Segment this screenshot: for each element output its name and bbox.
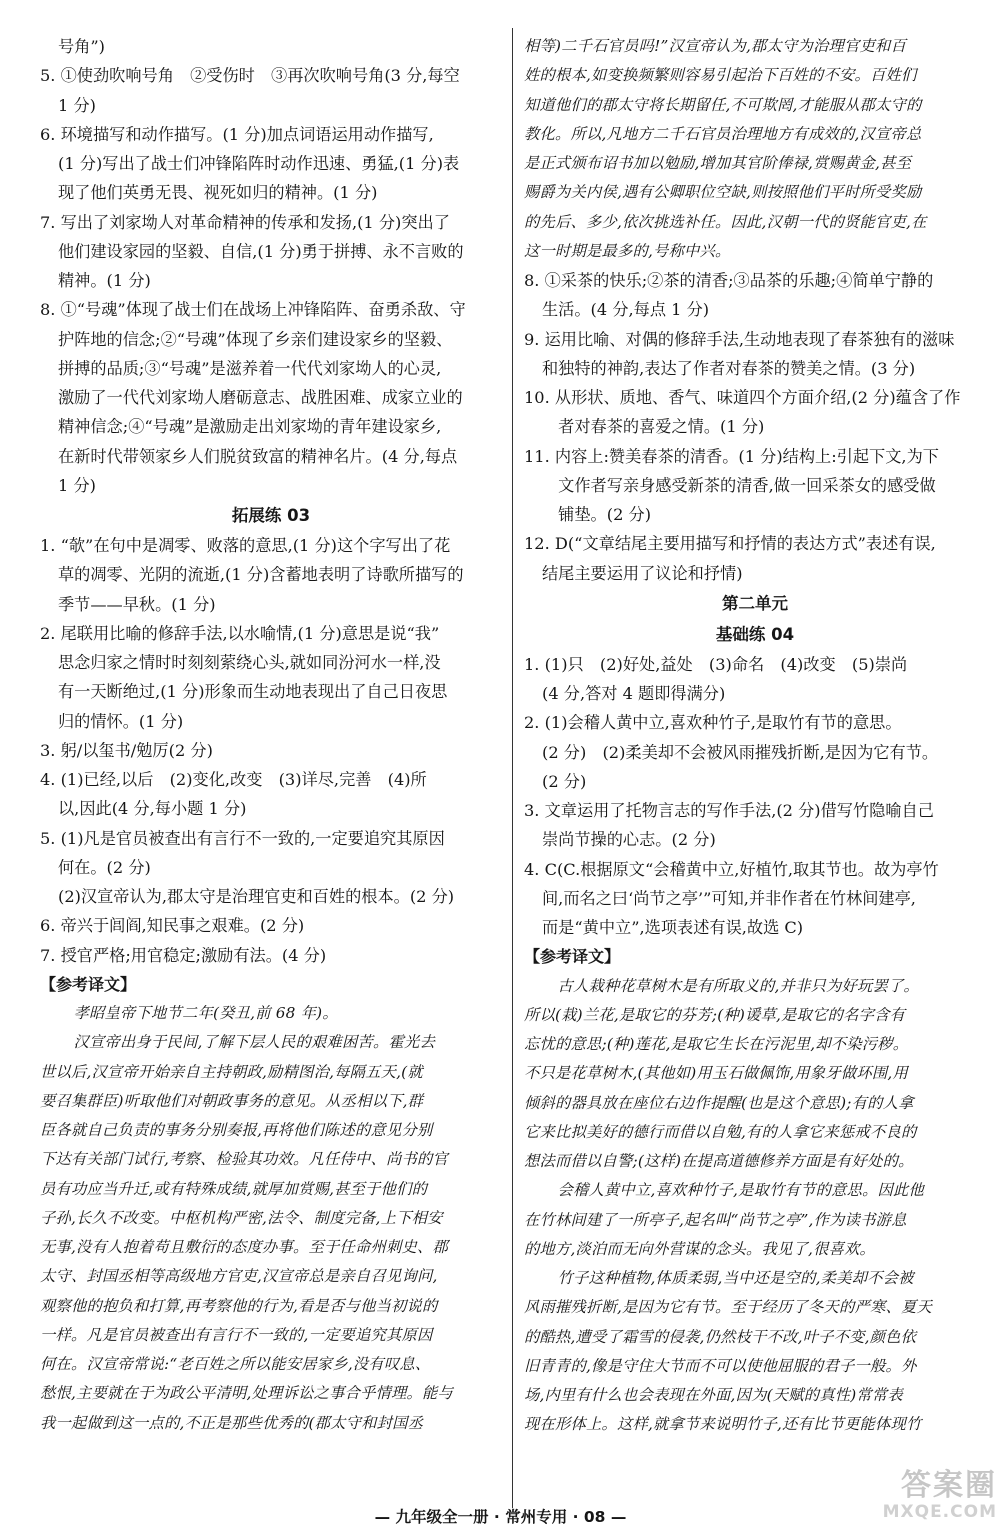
answer-line: 现了他们英勇无畏、视死如归的精神。(1 分) — [58, 183, 378, 203]
translation-line: 场,内里有什么也会表现在外面,因为(天赋的真性)常常表 — [524, 1386, 903, 1404]
translation-line: 观察他的抱负和打算,再考察他的行为,看是否与他当初说的 — [40, 1296, 438, 1315]
translation-line: 不只是花草树木,(其他如)用玉石做佩饰,用象牙做环围,用 — [524, 1064, 908, 1083]
translation-line: 所以(栽)兰花,是取它的芬芳;(种)谖草,是取它的名字含有 — [524, 1005, 906, 1024]
answer-line: (4 分,答对 4 题即得满分) — [542, 684, 726, 703]
answer-line: 铺垫。(2 分) — [542, 505, 652, 524]
answer-line: 间,而名之曰‘尚节之亭’”可知,并非作者在竹林间建亭, — [542, 888, 916, 908]
answer-line: (1 分)写出了战士们冲锋陷阵时动作迅速、勇猛,(1 分)表 — [58, 154, 460, 173]
answer-line: 者对春茶的喜爱之情。(1 分) — [542, 417, 765, 437]
answer-line: 4. C(C.根据原文“会稽黄中立,好植竹,取其节也。故为亭竹 — [524, 859, 939, 879]
translation-line: 忘忧的意思;(种)莲花,是取它生长在污泥里,却不染污秽。 — [524, 1035, 909, 1053]
translation-line: 想法而借以自警;(这样)在提高道德修养方面是有好处的。 — [524, 1152, 914, 1170]
translation-line: 一样。凡是官员被查出有言行不一致的,一定要追究其原因 — [40, 1325, 433, 1344]
translation-line: 姓的根本,如变换频繁则容易引起治下百姓的不安。百姓们 — [524, 66, 917, 85]
answer-line: (2)汉宣帝认为,郡太守是治理官吏和百姓的根本。(2 分) — [58, 887, 455, 906]
translation-line: 这一时期是最多的,号称中兴。 — [524, 241, 731, 260]
answer-line: 1 分) — [58, 95, 96, 115]
right-column — [524, 32, 986, 1440]
column-divider — [512, 28, 513, 1508]
answer-line: 归的情怀。(1 分) — [58, 711, 184, 731]
translation-line: 教化。所以,凡地方二千石官员治理地方有成效的,汉宣帝总 — [524, 124, 922, 143]
translation-line: 孝昭皇帝下地节二年(癸丑,前 68 年)。 — [58, 1004, 338, 1022]
answer-line: 5. (1)凡是官员被查出有言行不一致的,一定要追究其原因 — [40, 828, 445, 848]
watermark-title: 答案圈 — [901, 1468, 997, 1503]
translation-line: 愁恨,主要就在于为政公平清明,处理诉讼之事合乎情理。能与 — [40, 1384, 454, 1403]
answer-line: 1 分) — [58, 475, 96, 495]
answer-line: 12. D(“文章结尾主要用描写和抒情的表达方式”表述有误, — [524, 534, 936, 554]
answer-line: (2 分) — [542, 771, 587, 791]
translation-line: 世以后,汉宣帝开始亲自主持朝政,励精图治,每隔五天,(就 — [40, 1062, 423, 1081]
translation-line: 现在形体上。这样,就拿节来说明竹子,还有比节更能体现竹 — [524, 1415, 922, 1434]
answer-line: 9. 运用比喻、对偶的修辞手法,生动地表现了春茶独有的滋味 — [524, 329, 955, 349]
answer-line: 2. (1)会稽人黄中立,喜欢种竹子,是取竹有节的意思。 — [524, 713, 902, 733]
answer-line: 以,因此(4 分,每小题 1 分) — [58, 799, 247, 819]
translation-line: 下达有关部门试行,考察、检验其功效。凡任侍中、尚书的官 — [40, 1150, 448, 1169]
translation-line: 知道他们的郡太守将长期留任,不可欺罔,才能服从郡太守的 — [524, 95, 922, 114]
answer-line: (2 分) (2)柔美却不会被风雨摧残折断,是因为它有节。 — [542, 742, 939, 762]
answer-line: 2. 尾联用比喻的修辞手法,以水喻情,(1 分)意思是说“我” — [40, 623, 440, 643]
answer-line: 3. 文章运用了托物言志的写作手法,(2 分)借写竹隐喻自己 — [524, 801, 934, 820]
translation-line: 相等)二千石官员吗!”汉宣帝认为,郡太守为治理官吏和百 — [524, 37, 907, 55]
answer-line: 结尾主要运用了议论和抒情) — [542, 563, 743, 583]
translation-line: 的先后、多少,依次挑选补任。因此,汉朝一代的贤能官吏,在 — [524, 212, 927, 231]
translation-line: 古人栽种花草树木是有所取义的,并非只为好玩罢了。 — [542, 976, 919, 995]
reference-translation-label: 【参考译文】 — [40, 974, 137, 994]
answer-line: 护阵地的信念;②“号魂”体现了乡亲们建设家乡的坚毅、 — [58, 329, 453, 349]
answer-line: 草的凋零、光阴的流逝,(1 分)含蓄地表明了诗歌所描写的 — [58, 565, 464, 585]
translation-line: 臣各就自己负责的事务分别奏报,再将他们陈述的意见分别 — [40, 1121, 433, 1139]
answer-line: 文作者写亲身感受新茶的清香,做一回采茶女的感受做 — [542, 475, 936, 495]
translation-line: 赐爵为关内侯,遇有公卿职位空缺,则按照他们平时所受奖励 — [524, 183, 922, 202]
translation-line: 在竹林间建了一所亭子,起名叫“尚节之亭”,作为读书游息 — [524, 1210, 907, 1229]
answer-line: 7. 授官严格;用官稳定;激励有法。(4 分) — [40, 945, 327, 965]
answer-line: 生活。(4 分,每点 1 分) — [542, 300, 710, 320]
translation-line: 要召集群臣)听取他们对朝政事务的意见。从丞相以下,群 — [40, 1091, 424, 1110]
watermark-logo — [847, 1470, 997, 1530]
translation-line: 竹子这种植物,体质柔弱,当中还是空的,柔美却不会被 — [542, 1269, 914, 1287]
answer-line: 4. (1)已经,以后 (2)变化,改变 (3)详尽,完善 (4)所 — [40, 770, 427, 789]
translation-line: 太守、封国丞相等高级地方官吏,汉宣帝总是亲自召见询问, — [40, 1267, 438, 1286]
translation-line: 汉宣帝出身于民间,了解下层人民的艰难困苦。霍光去 — [58, 1033, 435, 1052]
answer-line: 在新时代带领家乡人们脱贫致富的精神名片。(4 分,每点 — [58, 446, 458, 466]
answer-line: 有一天断绝过,(1 分)形象而生动地表现出了自己日夜思 — [58, 682, 448, 702]
answer-line: 10. 从形状、质地、香气、味道四个方面介绍,(2 分)蕴含了作 — [524, 388, 961, 407]
left-column — [40, 32, 502, 1438]
translation-line: 员有功应当升迁,或有特殊成绩,就厚加赏赐,甚至于他们的 — [40, 1179, 428, 1198]
translation-line: 我一起做到这一点的,不正是那些优秀的(郡太守和封国丞 — [40, 1413, 424, 1432]
translation-line: 子孙,长久不改变。中枢机构严密,法令、制度完备,上下相安 — [40, 1208, 443, 1227]
answer-line: 3. 躬/以玺书/勉厉(2 分) — [40, 740, 213, 760]
answer-line: 6. 帝兴于闾阎,知民事之艰难。(2 分) — [40, 916, 305, 936]
translation-line: 的酷热,遭受了霜雪的侵袭,仍然枝干不改,叶子不变,颜色依 — [524, 1327, 917, 1346]
translation-line: 是正式颁布诏书加以勉励,增加其官阶俸禄,赏赐黄金,甚至 — [524, 154, 912, 172]
answer-line: 和独特的神韵,表达了作者对春茶的赞美之情。(3 分) — [542, 358, 916, 378]
answer-line: 他们建设家园的坚毅、自信,(1 分)勇于拼搏、永不言败的 — [58, 241, 464, 261]
translation-line: 它来比拟美好的德行而借以自勉,有的人拿它来惩戒不良的 — [524, 1122, 917, 1141]
answer-line: 精神。(1 分) — [58, 271, 151, 290]
reference-translation-label: 【参考译文】 — [524, 947, 621, 967]
translation-line: 会稽人黄中立,喜欢种竹子,是取竹有节的意思。因此他 — [542, 1181, 925, 1200]
translation-line: 何在。汉宣帝常说:“老百姓之所以能安居家乡,没有叹息、 — [40, 1355, 431, 1373]
answer-line: 崇尚节操的心志。(2 分) — [542, 830, 716, 850]
answer-line: 8. ①“号魂”体现了战士们在战场上冲锋陷阵、奋勇杀敌、守 — [40, 300, 466, 320]
page-footer: — 九年级全一册 · 常州专用 · 08 — — [374, 1508, 627, 1526]
answer-line: 8. ①采茶的快乐;②茶的清香;③品茶的乐趣;④简单宁静的 — [524, 271, 934, 290]
translation-line: 的地方,淡泊而无向外营谋的念头。我见了,很喜欢。 — [524, 1239, 876, 1258]
answer-line: 拼搏的品质;③“号魂”是滋养着一代代刘家坳人的心灵, — [58, 358, 442, 378]
section-heading: 拓展练 03 — [231, 506, 311, 525]
answer-line: 1. “欹”在句中是凋零、败落的意思,(1 分)这个字写出了花 — [40, 536, 451, 555]
answer-line: 11. 内容上:赞美春茶的清香。(1 分)结构上:引起下文,为下 — [524, 446, 939, 466]
section-heading: 基础练 04 — [715, 624, 795, 644]
answer-line: 季节——早秋。(1 分) — [58, 594, 216, 614]
translation-line: 风雨摧残折断,是因为它有节。至于经历了冬天的严寒、夏天 — [524, 1298, 932, 1317]
answer-line: 思念归家之情时时刻刻萦绕心头,就如同汾河水一样,没 — [58, 653, 441, 672]
answer-line: 1. (1)只 (2)好处,益处 (3)命名 (4)改变 (5)崇尚 — [524, 654, 908, 674]
answer-line: 精神信念;④“号魂”是激励走出刘家坳的青年建设家乡, — [58, 417, 442, 437]
answer-line: 号角”) — [58, 37, 105, 56]
answer-line: 6. 环境描写和动作描写。(1 分)加点词语运用动作描写, — [40, 124, 434, 144]
section-heading: 第二单元 — [722, 593, 788, 613]
translation-line: 倾斜的器具放在座位右边作提醒(也是这个意思);有的人拿 — [524, 1093, 914, 1112]
answer-line: 而是“黄中立”,选项表述有误,故选 C) — [542, 918, 804, 937]
watermark-url: MXQE.COM — [882, 1502, 997, 1522]
answer-line: 5. ①使劲吹响号角 ②受伤时 ③再次吹响号角(3 分,每空 — [40, 66, 460, 86]
answer-line: 7. 写出了刘家坳人对革命精神的传承和发扬,(1 分)突出了 — [40, 212, 450, 232]
answer-line: 何在。(2 分) — [58, 857, 151, 877]
translation-line: 无事,没有人抱着苟且敷衍的态度办事。至于任命州刺史、郡 — [40, 1238, 448, 1256]
answer-line: 激励了一代代刘家坳人磨砺意志、战胜困难、成家立业的 — [58, 388, 463, 407]
translation-line: 旧青青的,像是守住大节而不可以使他屈服的君子一般。外 — [524, 1356, 917, 1375]
